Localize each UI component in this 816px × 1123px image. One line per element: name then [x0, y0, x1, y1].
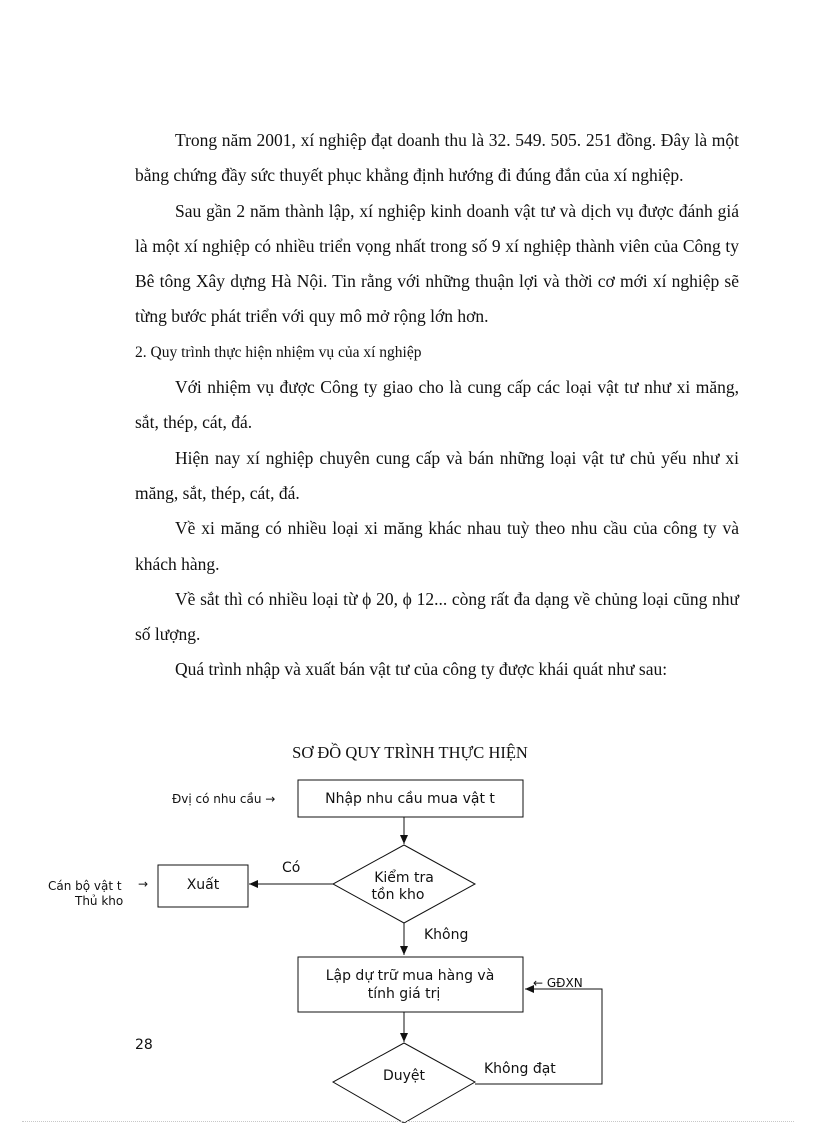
- node-xuat-label: Xuất: [186, 877, 220, 893]
- paragraph-mission: Với nhiệm vụ được Công ty giao cho là cung cấp các loại vật tư như xi măng, sắt, thép, cát, đá.: [135, 377, 739, 433]
- node-kiemtra-line1: Kiểm tra: [374, 870, 434, 886]
- source-unit-label: Đvị có nhu cầu →: [172, 792, 276, 806]
- paragraph-cement: Về xi măng có nhiều loại xi măng khác nhau tuỳ theo nhu cầu của công ty và khách hàng.: [135, 518, 739, 574]
- node-lapdutru-line1: Lập dự trữ mua hàng và: [325, 968, 495, 984]
- node-duyet-label: Duyệt: [382, 1068, 426, 1084]
- page-number: 28: [135, 1037, 153, 1053]
- xuat-side-label-2: Thủ kho: [75, 894, 124, 908]
- edge-co-label: Có: [282, 860, 301, 876]
- footer-divider: [22, 1121, 794, 1122]
- paragraph-current: Hiện nay xí nghiệp chuyên cung cấp và bán những loại vật tư chủ yếu như xi măng, sắt, thép, cát, đá.: [135, 447, 739, 503]
- paragraph-prospects: Sau gần 2 năm thành lập, xí nghiệp kinh doanh vật tư và dịch vụ được đánh giá là một xí nghiệp có nhiều triển vọng nhất trong số 9 xí nghiệp thành viên của Công ty Bê tông Xây dựng Hà Nội. Tin rằng với những thuận lợi và thời cơ mới xí nghiệp sẽ từng bước phát triển với quy mô mở rộng lớn hơn.: [135, 200, 739, 327]
- paragraph-revenue: Trong năm 2001, xí nghiệp đạt doanh thu là 32. 549. 505. 251 đồng. Đây là một bằng chứng đầy sức thuyết phục khẳng định hướng đi đúng đắn của xí nghiệp.: [135, 130, 739, 186]
- xuat-side-label-1: Cán bộ vật t: [48, 879, 122, 893]
- gdxn-label: ← GĐXN: [533, 976, 583, 990]
- section-heading: 2. Quy trình thực hiện nhiệm vụ của xí nghiệp: [135, 343, 422, 361]
- paragraph-process: Quá trình nhập và xuất bán vật tư của công ty được khái quát như sau:: [175, 659, 668, 680]
- paragraph-steel: Về sắt thì có nhiều loại từ ϕ 20, ϕ 12... còng rất đa dạng về chủng loại cũng như số lượng.: [135, 588, 739, 645]
- xuat-side-arrow: →: [138, 877, 149, 891]
- node-lapdutru-box: [298, 957, 523, 1012]
- node-nhap-label: Nhập nhu cầu mua vật t: [325, 791, 495, 807]
- edge-khong-label: Không: [424, 927, 469, 943]
- node-kiemtra-line2: tồn kho: [371, 887, 425, 903]
- node-lapdutru-line2: tính giá trị: [367, 986, 441, 1002]
- edge-khongdat-label: Không đạt: [484, 1061, 556, 1077]
- diagram-title: SƠ ĐỒ QUY TRÌNH THỰC HIỆN: [292, 743, 528, 762]
